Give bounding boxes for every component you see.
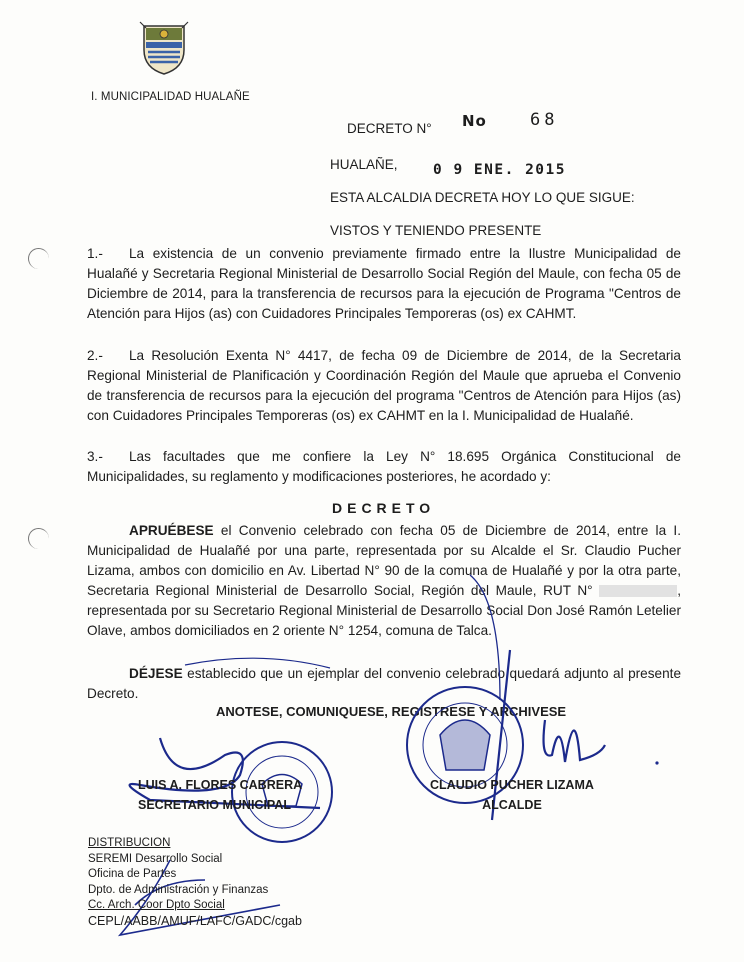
resolution-approve [87, 521, 681, 641]
mayor-signature-block [430, 775, 594, 815]
date-stamp: 0 9 ENE. 2015 [433, 162, 566, 178]
considerando-text: La existencia de un convenio previamente firmado entre la Ilustre Municipalidad de Hualañé y Secretaria Regional Ministerial de Desarrollo Social Región del Maule, con fecha 05 de Diciembre de 2014, para la transferencia de recursos para la ejecución de Programa "Centros de Atención para Hijos (as) con Cuidadores Principales Temporeras (os) ex CAHMT. [87, 246, 681, 321]
distribution-initials: CEPL/AABB/AMUF/LAFC/GADC/cgab [88, 913, 302, 928]
decree-number: 68 [530, 110, 559, 130]
decree-number-stamp: No [462, 112, 487, 130]
distribution-title: DISTRIBUCION [88, 837, 171, 849]
establish-keyword: DÉJESE [129, 666, 183, 681]
punch-hole [28, 528, 49, 549]
distribution-line: Oficina de Partes [88, 868, 177, 880]
mayor-name: CLAUDIO PUCHER LIZAMA [430, 778, 594, 792]
approve-keyword: APRUÉBESE [129, 523, 214, 538]
establish-text: establecido que un ejemplar del convenio celebrado quedará adjunto al presente Decreto. [87, 666, 682, 701]
considerando-2 [87, 346, 681, 426]
considerando-number: 1.- [87, 246, 103, 261]
punch-hole [28, 248, 49, 269]
alcaldia-heading: ESTA ALCALDIA DECRETA HOY LO QUE SIGUE: [330, 190, 635, 205]
city-label: HUALAÑE, [330, 157, 398, 172]
considerando-number: 2.- [87, 348, 103, 363]
mayor-title: ALCALDE [482, 798, 542, 812]
municipal-crest [136, 20, 192, 76]
approve-text-part-2: , representada por su Secretario Regional Ministerial de Desarrollo Social Don José Ramón Letelier Olave, ambos domiciliados en 2 oriente N° 1254, comuna de Talca. [87, 583, 682, 638]
municipality-name: I. MUNICIPALIDAD HUALAÑE [91, 91, 250, 103]
distribution-line: Dpto. de Administración y Finanzas [88, 883, 269, 896]
considerando-text: La Resolución Exenta N° 4417, de fecha 09 de Diciembre de 2014, de la Secretaria Regional Ministerial de Planificación y Coordinación Región del Maule que aprueba el Convenio de transferencia de recursos para la ejecución del programa "Centros de Atención para Hijos (as) con Cuidadores Principales Temporeras (os) ex CAHMT en la I. Municipalidad de Hualañé. [87, 348, 681, 423]
distribution-line: SEREMI Desarrollo Social [88, 852, 223, 865]
secretary-name: LUIS A. FLORES CABRERA [138, 778, 303, 792]
considerando-3 [87, 447, 681, 487]
redacted-rut [599, 585, 677, 597]
resolution-establish [87, 664, 681, 704]
considerando-number: 3.- [87, 449, 103, 464]
approve-text-part-1: el Convenio celebrado con fecha 05 de Diciembre de 2014, entre la I. Municipalidad de Hualañé por una parte, representada por su Alcalde el Sr. Claudio Pucher Lizama, ambos con domicilio en Av. Libertad N° 90 de la comuna de Hualañé y por la otra parte, Secretaria Regional Ministerial de Desarrollo Social, Región del Maule, RUT N° [87, 523, 681, 598]
decree-number-label: DECRETO N° [347, 121, 432, 136]
distribution-line: Cc. Arch. Coor Dpto Social [88, 899, 225, 911]
secretary-signature-block [138, 775, 302, 815]
decreto-title: DECRETO [332, 500, 436, 516]
considerando-text: Las facultades que me confiere la Ley N° 18.695 Orgánica Constitucional de Municipalidades, su reglamento y modificaciones posteriores, he acordado y: [87, 449, 681, 484]
secretary-title: SECRETARIO MUNICIPAL [138, 798, 292, 812]
vistos-heading: VISTOS Y TENIENDO PRESENTE [330, 223, 542, 238]
distribution-list [88, 836, 302, 929]
considerando-1 [87, 244, 681, 324]
closing-formula: ANOTESE, COMUNIQUESE, REGISTRESE Y ARCHIVESE [216, 704, 567, 719]
